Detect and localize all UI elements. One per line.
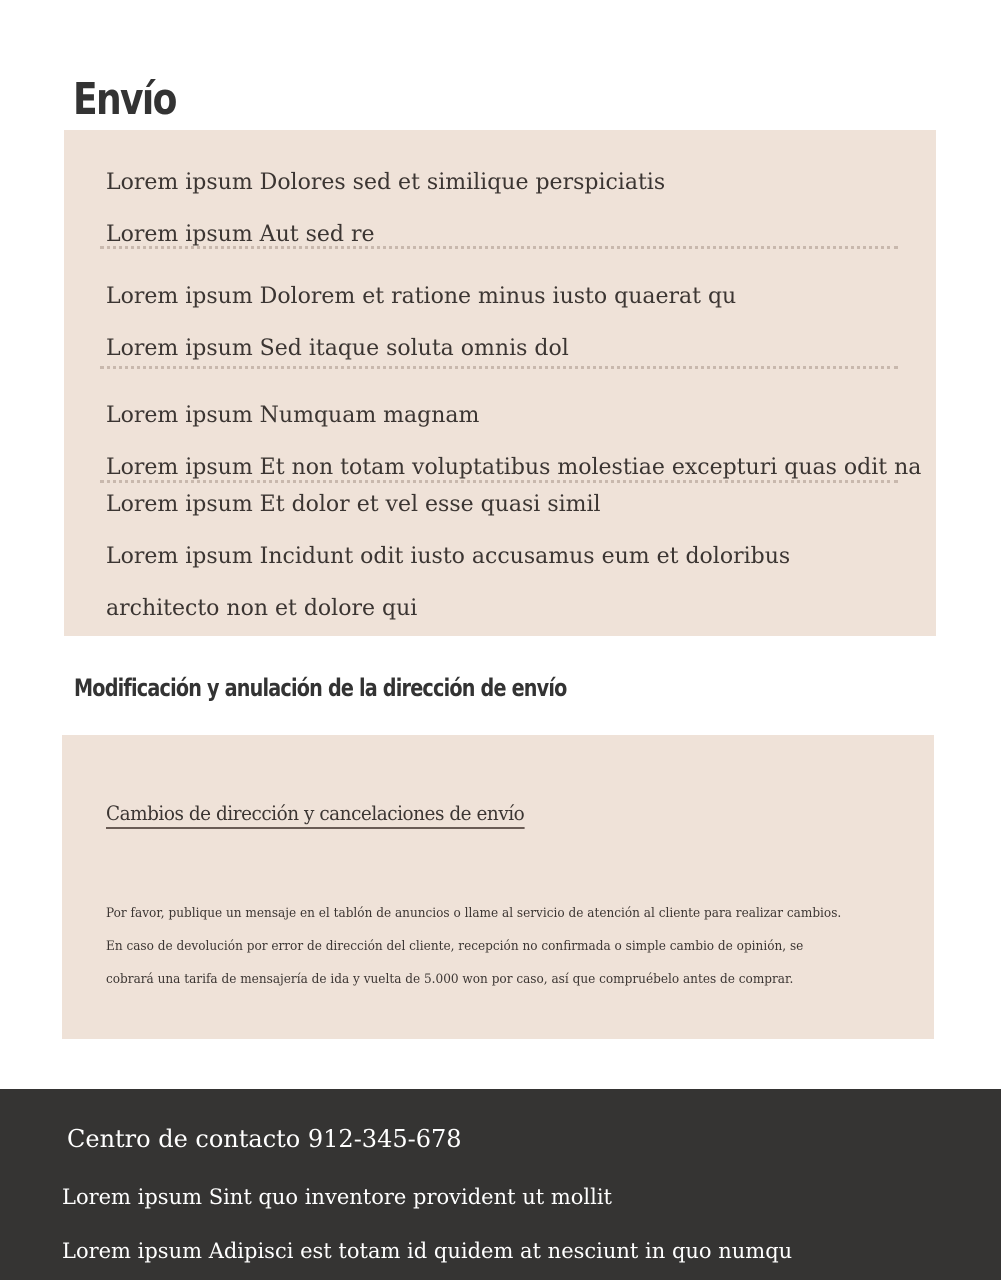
shipping-line: Lorem ipsum Incidunt odit iusto accusamus eum et doloribus [106, 544, 791, 569]
modification-note: Por favor, publique un mensaje en el tablón de anuncios o llame al servicio de atención al cliente para realizar cambios. [106, 906, 842, 921]
contact-center: Centro de contacto 912-345-678 [67, 1125, 462, 1153]
footer-line: Lorem ipsum Adipisci est totam id quidem at nesciunt in quo numqu [62, 1239, 793, 1263]
dotted-divider [100, 480, 898, 483]
footer [0, 1089, 1001, 1280]
modification-title: Modificación y anulación de la dirección de envío [74, 674, 567, 702]
modification-heading: Cambios de dirección y cancelaciones de envío [106, 801, 524, 829]
shipping-line: Lorem ipsum Et dolor et vel esse quasi simil [106, 492, 601, 517]
shipping-line: architecto non et dolore qui [106, 596, 418, 621]
shipping-line: Lorem ipsum Dolores sed et similique perspiciatis [106, 170, 666, 195]
modification-note: En caso de devolución por error de dirección del cliente, recepción no confirmada o simple cambio de opinión, se [106, 939, 804, 954]
shipping-line: Lorem ipsum Sed itaque soluta omnis dol [106, 336, 569, 361]
shipping-line: Lorem ipsum Dolorem et ratione minus iusto quaerat qu [106, 284, 737, 309]
shipping-info-box [64, 130, 936, 636]
modification-info-box [62, 735, 934, 1039]
footer-line: Lorem ipsum Sint quo inventore provident ut mollit [62, 1185, 612, 1209]
dotted-divider [100, 366, 898, 369]
modification-note: cobrará una tarifa de mensajería de ida y vuelta de 5.000 won por caso, así que compruébelo antes de comprar. [106, 972, 794, 987]
shipping-line: Lorem ipsum Numquam magnam [106, 403, 480, 428]
shipping-title: Envío [73, 74, 176, 125]
shipping-line: Lorem ipsum Et non totam voluptatibus molestiae excepturi quas odit na [106, 455, 922, 480]
dotted-divider [100, 246, 898, 249]
shipping-line: Lorem ipsum Aut sed re [106, 222, 375, 247]
